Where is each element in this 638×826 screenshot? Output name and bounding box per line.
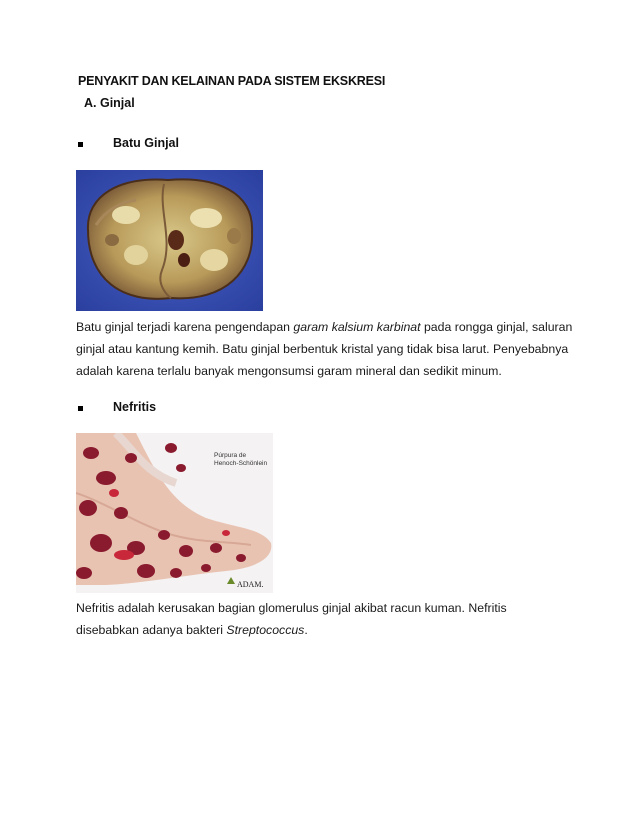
italic-term: garam kalsium karbinat	[293, 320, 421, 334]
document-title: PENYAKIT DAN KELAINAN PADA SISTEM EKSKRESI	[78, 74, 386, 88]
text-run: pada rongga ginjal, saluran	[420, 320, 573, 334]
bullet-icon	[78, 406, 83, 411]
paragraph-line	[76, 597, 576, 619]
text-run: Batu ginjal terjadi karena pengendapan	[76, 320, 294, 334]
paragraph-line	[76, 619, 576, 641]
purpura-leg-image	[76, 433, 273, 593]
kidney-cross-section-image	[76, 170, 263, 311]
bullet-icon	[78, 142, 83, 147]
italic-term: Streptococcus	[226, 623, 305, 637]
text-run: adalah karena terlalu banyak mengonsumsi garam mineral dan sedikit minum.	[76, 364, 502, 378]
nefritis-photo	[76, 433, 273, 593]
figure-caption-line: Henoch-Schönlein	[214, 460, 268, 467]
paragraph-line	[76, 360, 576, 382]
text-run: ginjal atau kantung kemih. Batu ginjal berbentuk kristal yang tidak bisa larut. Penyebabnya	[76, 342, 569, 356]
item-heading: Nefritis	[113, 400, 157, 414]
text-run: .	[304, 623, 308, 637]
paragraph-line	[76, 316, 576, 338]
text-run: disebabkan adanya bakteri	[76, 623, 227, 637]
text-run: Nefritis adalah kerusakan bagian glomerulus ginjal akibat racun kuman. Nefritis	[76, 601, 507, 615]
kidney-stone-photo	[76, 170, 263, 311]
nefritis-paragraph	[76, 597, 576, 641]
batu-ginjal-paragraph	[76, 316, 576, 382]
figure-credit: ADAM.	[237, 580, 264, 589]
section-heading: A. Ginjal	[84, 96, 135, 110]
item-heading: Batu Ginjal	[113, 136, 179, 150]
paragraph-line	[76, 338, 576, 360]
figure-caption-line: Púrpura de	[214, 452, 247, 459]
